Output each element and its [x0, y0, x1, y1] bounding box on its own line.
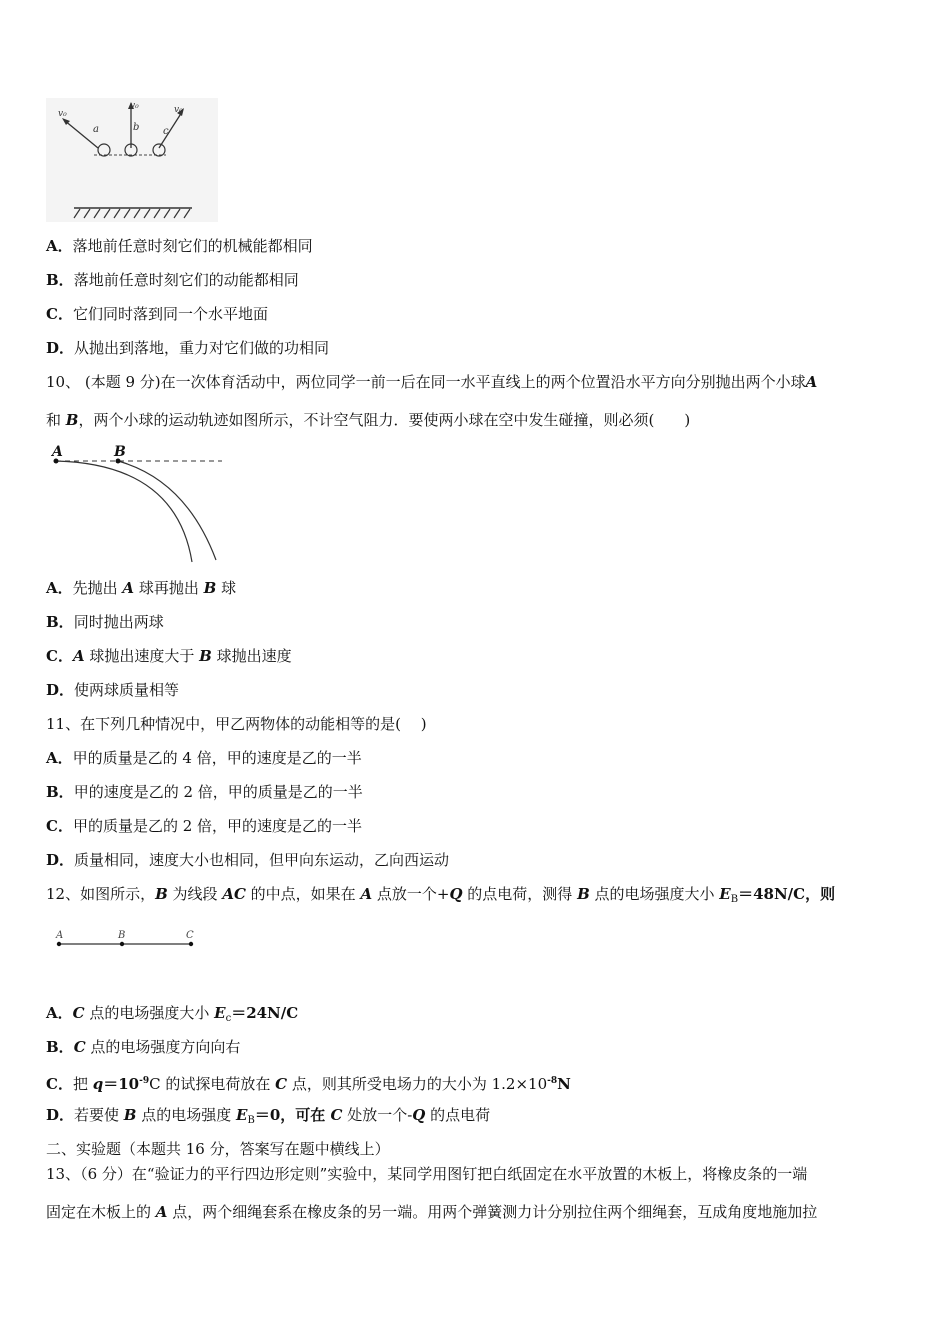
option-text: 使两球质量相等 — [74, 681, 180, 699]
stem-text: 点的电场强度大小 — [589, 885, 720, 903]
label-point-b: B — [118, 930, 126, 941]
stem-text: 为线段 — [167, 885, 223, 903]
q11-stem: 11、在下列几种情况中，甲乙两物体的动能相等的是( ) — [46, 715, 427, 733]
q10-option-c — [46, 646, 292, 666]
option-var: A — [72, 647, 85, 665]
option-text: 甲的质量是乙的 4 倍，甲的速度是乙的一半 — [72, 749, 362, 767]
option-letter: C． — [46, 305, 73, 323]
q12-option-b — [46, 1037, 240, 1057]
q10-option-b — [46, 612, 164, 632]
option-subscript: c — [225, 1013, 232, 1024]
option-text: 点的电场强度 — [136, 1106, 237, 1124]
option-text: 若要使 — [74, 1106, 124, 1124]
q11-option-b — [46, 782, 363, 802]
figure-segment-abc — [50, 926, 200, 952]
q13-stem-line1: 13、（6 分）在“验证力的平行四边形定则”实验中，某同学用图钉把白纸固定在水平放置的木板上，将橡皮条的一端 — [46, 1165, 808, 1183]
q11-option-a — [46, 748, 362, 768]
option-letter: A． — [46, 579, 73, 597]
q9-option-d — [46, 338, 329, 358]
option-var: B — [199, 647, 212, 665]
q10-option-d — [46, 680, 179, 700]
option-var: A — [122, 579, 135, 597]
q12-option-a — [46, 1003, 298, 1029]
option-letter: D． — [46, 851, 75, 869]
q11-option-d — [46, 850, 449, 870]
stem-var: A — [155, 1203, 168, 1221]
stem-var: B — [65, 411, 79, 429]
option-text: 甲的质量是乙的 2 倍，甲的速度是乙的一半 — [72, 817, 363, 835]
figure-projectile-balls — [46, 98, 218, 222]
option-text: ＝0，可在 — [254, 1106, 331, 1124]
q9-option-b — [46, 270, 299, 290]
stem-text: 点，两个细绳套系在橡皮条的另一端。用两个弹簧测力计分别拉住两个细绳套，互成角度地施加拉 — [167, 1203, 818, 1221]
option-letter: C． — [46, 817, 73, 835]
q12-option-d — [46, 1105, 490, 1131]
label-v0-a: v₀ — [58, 109, 67, 119]
q12-option-c — [46, 1071, 571, 1094]
option-letter: B． — [46, 783, 74, 801]
option-text: 点的电场强度大小 — [84, 1004, 215, 1022]
stem-text: 固定在木板上的 — [46, 1203, 156, 1221]
stem-var: AC — [222, 885, 246, 903]
option-text: 点的电场强度方向向右 — [85, 1038, 241, 1056]
option-text: 的点电荷 — [425, 1106, 491, 1124]
option-text: ＝10 — [103, 1075, 140, 1093]
label-v0-c: v₀ — [174, 105, 183, 115]
q10-stem-line2 — [46, 410, 690, 430]
option-text: 球抛出速度大于 — [84, 647, 200, 665]
option-text: N — [557, 1075, 571, 1093]
stem-var: Q — [449, 885, 463, 903]
label-point-a: A — [52, 444, 63, 460]
stem-text: 和 — [46, 411, 66, 429]
option-letter: D． — [46, 681, 75, 699]
option-text: 同时抛出两球 — [73, 613, 164, 631]
option-text: 球抛出速度 — [211, 647, 292, 665]
option-var: E — [214, 1004, 226, 1022]
label-v0-b: v₀ — [130, 101, 139, 111]
label-a: a — [93, 124, 99, 135]
q13-stem-line2 — [46, 1202, 817, 1222]
option-text: C 的试探电荷放在 — [149, 1075, 276, 1093]
option-letter: A． — [46, 237, 73, 255]
option-letter: D． — [46, 339, 75, 357]
option-var: C — [73, 1038, 86, 1056]
section-title: 二、实验题（本题共 16 分，答案写在题中横线上） — [46, 1140, 390, 1158]
label-point-a: A — [56, 930, 64, 941]
option-letter: B． — [46, 613, 74, 631]
stem-text: 的点电荷，测得 — [462, 885, 578, 903]
option-text: 把 — [72, 1075, 93, 1093]
label-c: c — [163, 126, 169, 137]
stem-var: B — [155, 885, 168, 903]
stem-var: B — [577, 885, 590, 903]
option-text: 从抛出到落地，重力对它们做的功相同 — [74, 339, 330, 357]
q9-option-c — [46, 304, 268, 324]
stem-text: ，两个小球的运动轨迹如图所示，不计空气阻力．要使两小球在空中发生碰撞，则必须( ) — [78, 411, 691, 429]
option-var: E — [236, 1106, 248, 1124]
q9-option-a — [46, 236, 313, 256]
figure-trajectories — [46, 440, 226, 564]
option-var: C — [330, 1106, 343, 1124]
q10-stem-line1 — [46, 372, 817, 392]
option-letter: B． — [46, 1038, 74, 1056]
option-text: 球再抛出 — [134, 579, 204, 597]
label-point-c: C — [186, 930, 194, 941]
label-point-b: B — [114, 444, 126, 460]
option-text: 处放一个- — [342, 1106, 413, 1124]
stem-var: E — [719, 885, 731, 903]
option-text: 球 — [216, 579, 237, 597]
option-letter: A． — [46, 749, 73, 767]
option-var: B — [203, 579, 217, 597]
option-text: 它们同时落到同一个水平地面 — [72, 305, 268, 323]
option-var: Q — [412, 1106, 426, 1124]
stem-text: 的中点，如果在 — [245, 885, 361, 903]
stem-text: 点放一个+ — [372, 885, 450, 903]
q11-option-c — [46, 816, 362, 836]
stem-var: A — [360, 885, 373, 903]
q10-option-a — [46, 578, 236, 598]
label-b: b — [133, 122, 140, 133]
option-text: 落地前任意时刻它们的机械能都相同 — [72, 237, 313, 255]
option-text: 质量相同，速度大小也相同，但甲向东运动，乙向西运动 — [74, 851, 450, 869]
question-number: 10、 — [46, 373, 81, 391]
option-subscript: B — [247, 1115, 255, 1126]
option-text: 甲的速度是乙的 2 倍，甲的质量是乙的一半 — [73, 783, 363, 801]
option-superscript: -9 — [139, 1076, 150, 1086]
stem-text: (本题 9 分)在一次体育活动中，两位同学一前一后在同一水平直线上的两个位置沿水平方向分别抛出两个小球 — [80, 373, 806, 391]
stem-text: 12、如图所示， — [46, 885, 156, 903]
option-text: 落地前任意时刻它们的动能都相同 — [73, 271, 299, 289]
option-letter: B． — [46, 271, 74, 289]
stem-text: ＝48N/C，则 — [738, 885, 836, 903]
option-var: C — [72, 1004, 85, 1022]
option-text: 先抛出 — [72, 579, 123, 597]
option-var: B — [123, 1106, 137, 1124]
option-var: C — [275, 1075, 288, 1093]
option-letter: C． — [46, 647, 73, 665]
option-var: q — [92, 1075, 104, 1093]
stem-subscript: B — [730, 894, 739, 905]
stem-var: A — [805, 373, 818, 391]
option-letter: A． — [46, 1004, 73, 1022]
option-text: ＝24N/C — [231, 1004, 299, 1022]
q12-stem — [46, 884, 835, 910]
option-superscript: -8 — [547, 1076, 558, 1086]
option-letter: C． — [46, 1075, 73, 1093]
option-text: 点，则其所受电场力的大小为 1.2×10 — [287, 1075, 548, 1093]
option-letter: D． — [46, 1106, 75, 1124]
